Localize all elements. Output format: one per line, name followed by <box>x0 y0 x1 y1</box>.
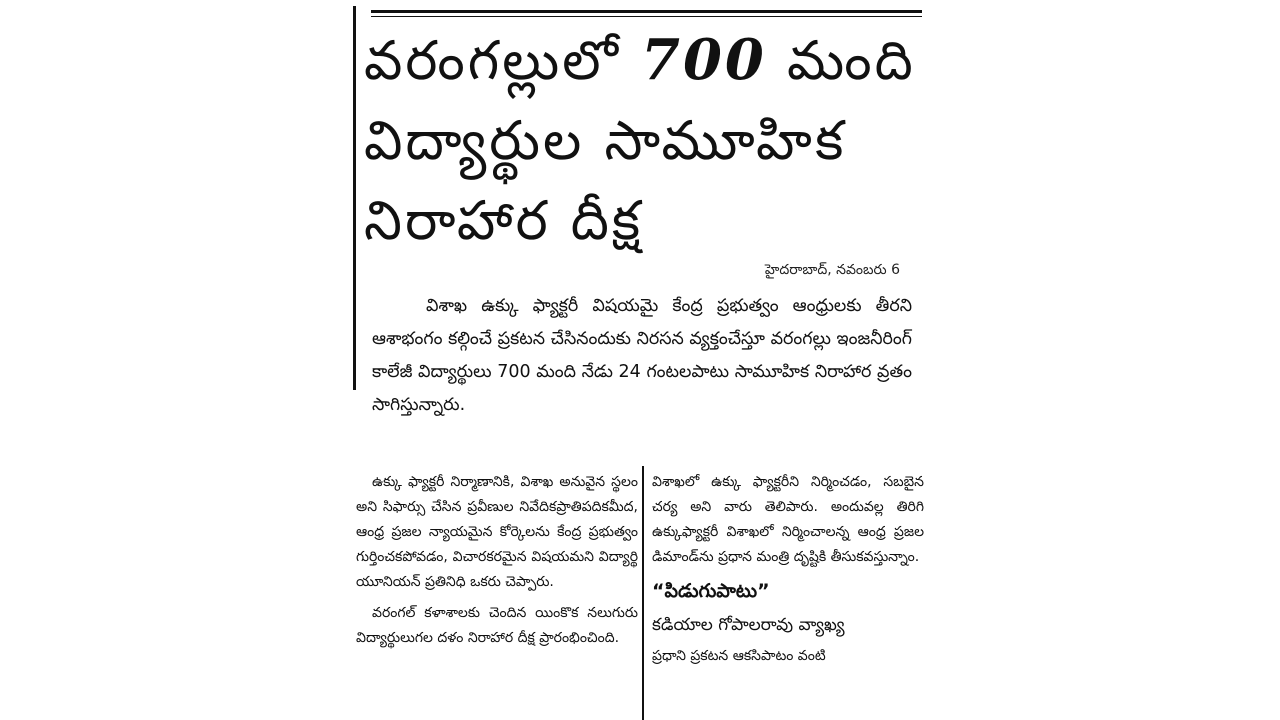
headline-suffix: మంది <box>766 29 916 92</box>
headline-line-3: నిరాహార దీక్ష <box>364 189 644 252</box>
subheading-quote: “పిడుగుపాటు” <box>652 580 770 602</box>
subheading-byline: కడియాల గోపాలరావు వ్యాఖ్య <box>652 615 845 635</box>
headline <box>364 20 924 261</box>
headline-number: 700 <box>640 27 767 93</box>
right-column-paragraph-1: విశాఖలో ఉక్కు ఫ్యాక్టరీని నిర్మించడం, సబబైన చర్య అని వారు తెలిపారు. అందువల్ల తిరిగి ఉక్కుఫ్యాక్టరీ విశాఖలో నిర్మించాలన్న ఆంధ్ర ప్రజల డిమాండ్‌ను ప్రధాన మంత్రి దృష్టికి తీసుకవస్తున్నాం. <box>652 474 924 565</box>
right-column <box>652 470 924 675</box>
headline-line-1 <box>364 20 924 101</box>
dateline: హైదరాబాద్, నవంబరు 6 <box>764 262 900 278</box>
right-column-paragraph-2: ప్రధాని ప్రకటన ఆకసిపాటం వంటి <box>652 648 826 664</box>
headline-line-2: విద్యార్థుల సామూహిక <box>364 109 847 172</box>
headline-prefix: వరంగల్లులో <box>364 29 641 92</box>
left-column-paragraph-2: వరంగల్ కళాశాలకు చెందిన యింకొక నలుగురు విద్యార్థులుగల దళం నిరాహార దీక్ష ప్రారంభించింది. <box>356 605 638 646</box>
left-vertical-rule <box>353 6 356 390</box>
left-column-paragraph-1: ఉక్కు ఫ్యాక్టరీ నిర్మాణానికి, విశాఖ అనువైన స్థలం అని సిఫార్సు చేసిన ప్రవీణుల నివేదికప్రాతిపదికమీద, ఆంధ్ర ప్రజల న్యాయమైన కోర్కెలను కేంద్ర ప్రభుత్వం గుర్తించకపోవడం, విచారకరమైన విషయమని విద్యార్థి యూనియన్ ప్రతినిధి ఒకరు చెప్పారు. <box>356 474 638 590</box>
newspaper-clipping <box>340 0 940 720</box>
left-column <box>356 470 638 657</box>
top-double-rule <box>371 10 922 17</box>
lead-paragraph: విశాఖ ఉక్కు ఫ్యాక్టరీ విషయమై కేంద్ర ప్రభుత్వం ఆంధ్రులకు తీరని ఆశాభంగం కల్గించే ప్రకటన చేసినందుకు నిరసన వ్యక్తంచేస్తూ వరంగల్లు ఇంజనీరింగ్ కాలేజీ విద్యార్థులు 700 మంది నేడు 24 గంటలపాటు సామూహిక నిరాహార వ్రతం సాగిస్తున్నారు. <box>372 296 912 415</box>
column-divider <box>642 466 644 720</box>
